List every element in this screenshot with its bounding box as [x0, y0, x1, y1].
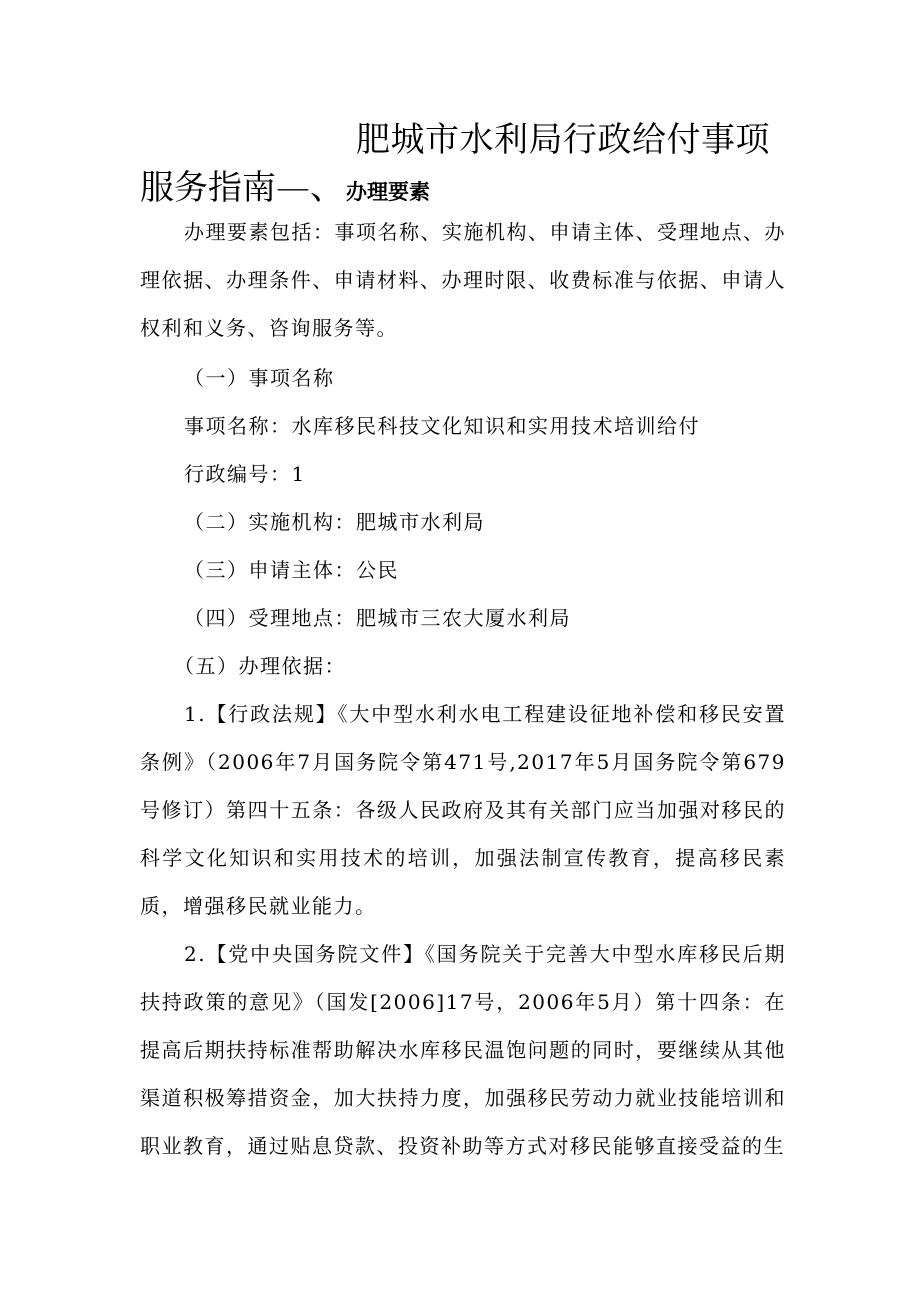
section-3-line: （三）申请主体：公民: [184, 558, 399, 582]
admin-code-line: 行政编号：1: [184, 462, 306, 486]
section-2-line: （二）实施机构：肥城市水利局: [184, 510, 485, 534]
intro-paragraph: 办理要素包括：事项名称、实施机构、申请主体、受理地点、办理依据、办理条件、申请材料、办理时限、收费标准与依据、申请人权利和义务、咨询服务等。: [140, 220, 786, 340]
item-name-line: 事项名称：水库移民科技文化知识和实用技术培训给付: [184, 414, 700, 438]
section-1-heading: （一）事项名称: [184, 366, 335, 390]
document-title-line2-main: 服务指南—、: [140, 168, 344, 208]
section-4-line: （四）受理地点：肥城市三农大厦水利局: [184, 606, 571, 630]
section-heading-handling-elements: 办理要素: [346, 180, 430, 204]
basis-1-paragraph: 1.【行政法规】《大中型水利水电工程建设征地补偿和移民安置条例》（2006年7月国务院令第471号,2017年5月国务院令第679号修订）第四十五条：各级人民政府及其有关部门应当加强对移民的科学文化知识和实用技术的培训，加强法制宣传教育，提高移民素质，增强移民就业能力。: [140, 702, 786, 918]
section-5-heading: （五）办理依据：: [174, 654, 346, 678]
basis-2-paragraph: 2.【党中央国务院文件】《国务院关于完善大中型水库移民后期扶持政策的意见》（国发[2006]17号，2006年5月）第十四条：在提高后期扶持标准帮助解决水库移民温饱问题的同时，要继续从其他渠道积极筹措资金，加大扶持力度，加强移民劳动力就业技能培训和职业教育，通过贴息贷款、投资补助等方式对移民能够直接受益的生: [140, 942, 786, 1158]
document-title-line2: [140, 160, 430, 209]
document-title-line1: 肥城市水利局行政给付事项: [356, 120, 770, 160]
